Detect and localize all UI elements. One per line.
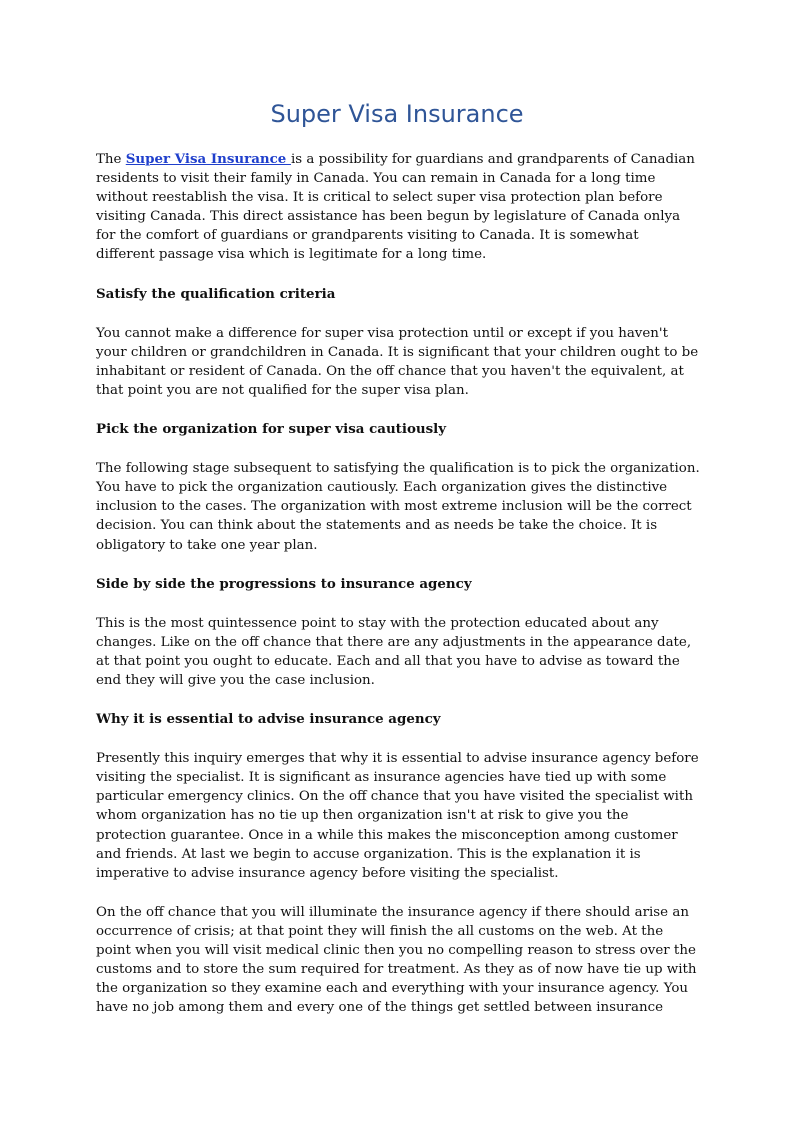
section-heading-progressions: Side by side the progressions to insurance agency	[96, 575, 472, 592]
section-paragraph-advise-2: On the off chance that you will illuminate the insurance agency if there should arise an occurrence of crisis; at that point they will finish the all customs on the web. At the point when you will visit medical clinic then you no compelling reason to stress over the customs and to store the sum required for treatment. As they as of now have tie up with the organization so they examine each and everything with your insurance agency. You have no job among them and every one of the things get settled between insurance	[96, 904, 697, 1016]
intro-pre-link: The	[96, 152, 126, 167]
section-paragraph-advise-1: Presently this inquiry emerges that why it is essential to advise insurance agency before visiting the specialist. It is significant as insurance agencies have tied up with some particular emergency clinics. On the off chance that you have visited the specialist with whom organization has no tie up then organization isn't at risk to give you the protection guarantee. Once in a while this makes the misconception among customer and friends. At last we begin to accuse organization. This is the explanation it is imperative to advise insurance agency before visiting the specialist.	[96, 751, 699, 881]
section-heading-advise: Why it is essential to advise insurance agency	[96, 711, 441, 728]
intro-paragraph	[96, 150, 700, 265]
section-paragraph-progressions: This is the most quintessence point to stay with the protection educated about any changes. Like on the off chance that there are any adjustments in the appearance date, at that point you ought to educate. Each and all that you have to advise as toward the end they will give you the case inclusion.	[96, 615, 692, 688]
document-body	[96, 150, 700, 1037]
page-title: Super Visa Insurance	[270, 100, 524, 128]
intro-post-link: is a possibility for guardians and grandparents of Canadian residents to visit their family in Canada. You can remain in Canada for a long time without reestablish the visa. It is critical to select super visa protection plan before visiting Canada. This direct assistance has been begun by legislature of Canada onlya for the comfort of guardians or grandparents visiting to Canada. It is somewhat different passage visa which is legitimate for a long time.	[96, 152, 695, 263]
super-visa-insurance-link[interactable]: Super Visa Insurance	[125, 151, 291, 167]
section-paragraph-qualification: You cannot make a difference for super visa protection until or except if you haven't your children or grandchildren in Canada. It is significant that your children ought to be inhabitant or resident of Canada. On the off chance that you haven't the equivalent, at that point you are not qualified for the super visa plan.	[96, 325, 699, 398]
section-heading-organization: Pick the organization for super visa cautiously	[96, 421, 447, 438]
section-paragraph-organization: The following stage subsequent to satisfying the qualification is to pick the organization. You have to pick the organization cautiously. Each organization gives the distinctive inclusion to the cases. The organization with most extreme inclusion will be the correct decision. You can think about the statements and as needs be take the choice. It is obligatory to take one year plan.	[96, 461, 700, 553]
section-heading-qualification: Satisfy the qualification criteria	[96, 285, 336, 302]
